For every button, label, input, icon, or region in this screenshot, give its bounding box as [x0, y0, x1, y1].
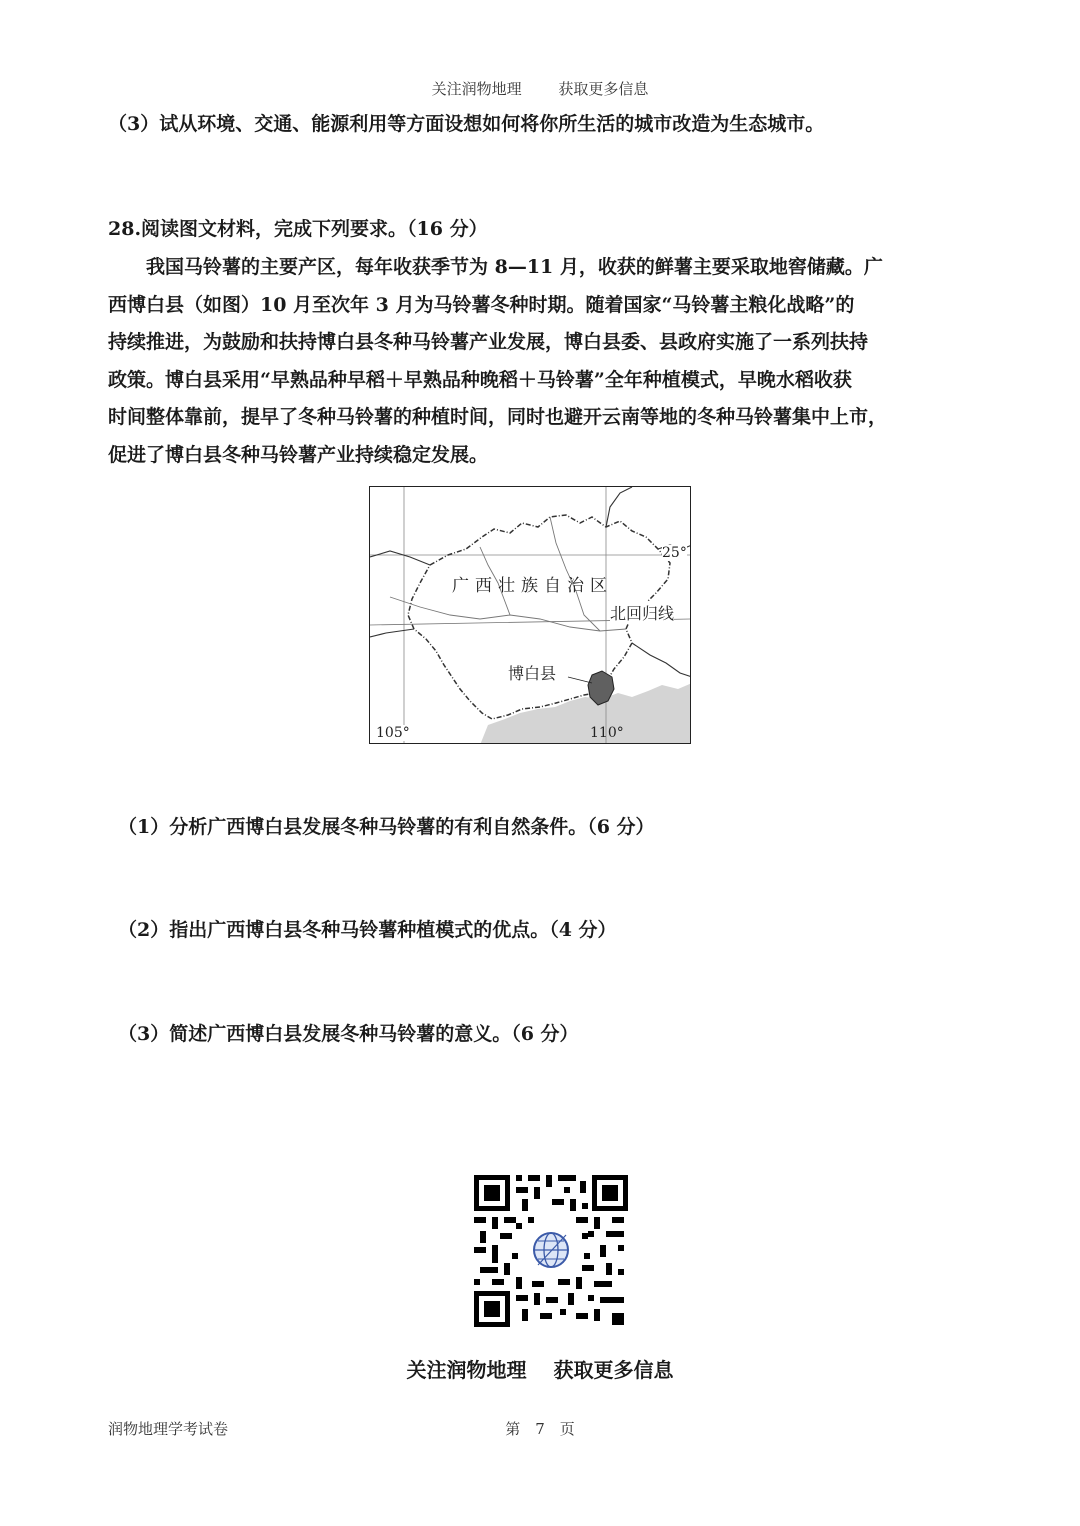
lon-110-label: 110°: [590, 725, 624, 741]
header-left-text: 关注润物地理: [431, 80, 522, 98]
header-right-text: 获取更多信息: [558, 80, 649, 98]
sub-question-1: （1）分析广西博白县发展冬种马铃薯的有利自然条件。（6 分）: [118, 816, 655, 838]
river: [390, 597, 626, 631]
material-line: 持续推进，为鼓励和扶持博白县冬种马铃薯产业发展，博白县委、县政府实施了一系列扶持: [108, 331, 869, 353]
material-line: 西博白县（如图）10 月至次年 3 月为马铃薯冬种时期。随着国家“马铃薯主粮化战略”的: [108, 293, 855, 316]
material-line: 我国马铃薯的主要产区，每年收获季节为 8—11 月，收获的鲜薯主要采取地窖储藏。广: [146, 256, 883, 278]
sea-area: [480, 683, 691, 744]
material-line: 时间整体靠前，提早了冬种马铃薯的种植时间，同时也避开云南等地的冬种马铃薯集中上市，: [108, 406, 888, 428]
county-label: 博白县: [508, 661, 556, 684]
qr-code-image: [472, 1173, 630, 1329]
lat-25-label: 25°: [662, 545, 687, 561]
footer-page-number: 第 7 页: [505, 1420, 575, 1438]
qr-caption-left: 关注润物地理: [406, 1358, 527, 1382]
guangxi-map: [369, 486, 691, 744]
footer-exam-name: 润物地理学考试卷: [108, 1420, 229, 1438]
boundary-southeast: [632, 643, 691, 677]
sub-question-2: （2）指出广西博白县冬种马铃薯种植模式的优点。（4 分）: [118, 919, 617, 941]
region-label: 广西壮族自治区: [452, 576, 613, 596]
tropic-label: 北回归线: [610, 601, 674, 624]
prev-question-3: （3）试从环境、交通、能源利用等方面设想如何将你所生活的城市改造为生态城市。: [108, 113, 825, 135]
page-header: [0, 78, 1080, 99]
material-line: 政策。博白县采用“早熟品种早稻＋早熟品种晚稻＋马铃薯”全年种植模式，早晚水稻收获: [108, 368, 852, 391]
qr-caption: [0, 1354, 1080, 1383]
material-line: 促进了博白县冬种马铃薯产业持续稳定发展。: [108, 443, 489, 466]
question-28-material: [108, 249, 976, 474]
boundary-north: [370, 551, 430, 565]
county-leader-line: [568, 677, 592, 683]
sub-question-3: （3）简述广西博白县发展冬种马铃薯的意义。（6 分）: [118, 1023, 579, 1045]
lon-105-label: 105°: [376, 725, 410, 741]
boundary-west: [370, 629, 414, 637]
boundary-northeast: [606, 487, 632, 527]
question-28-title: 28.阅读图文材料，完成下列要求。（16 分）: [108, 218, 488, 240]
qr-code: [472, 1173, 630, 1329]
qr-caption-right: 获取更多信息: [553, 1358, 674, 1382]
